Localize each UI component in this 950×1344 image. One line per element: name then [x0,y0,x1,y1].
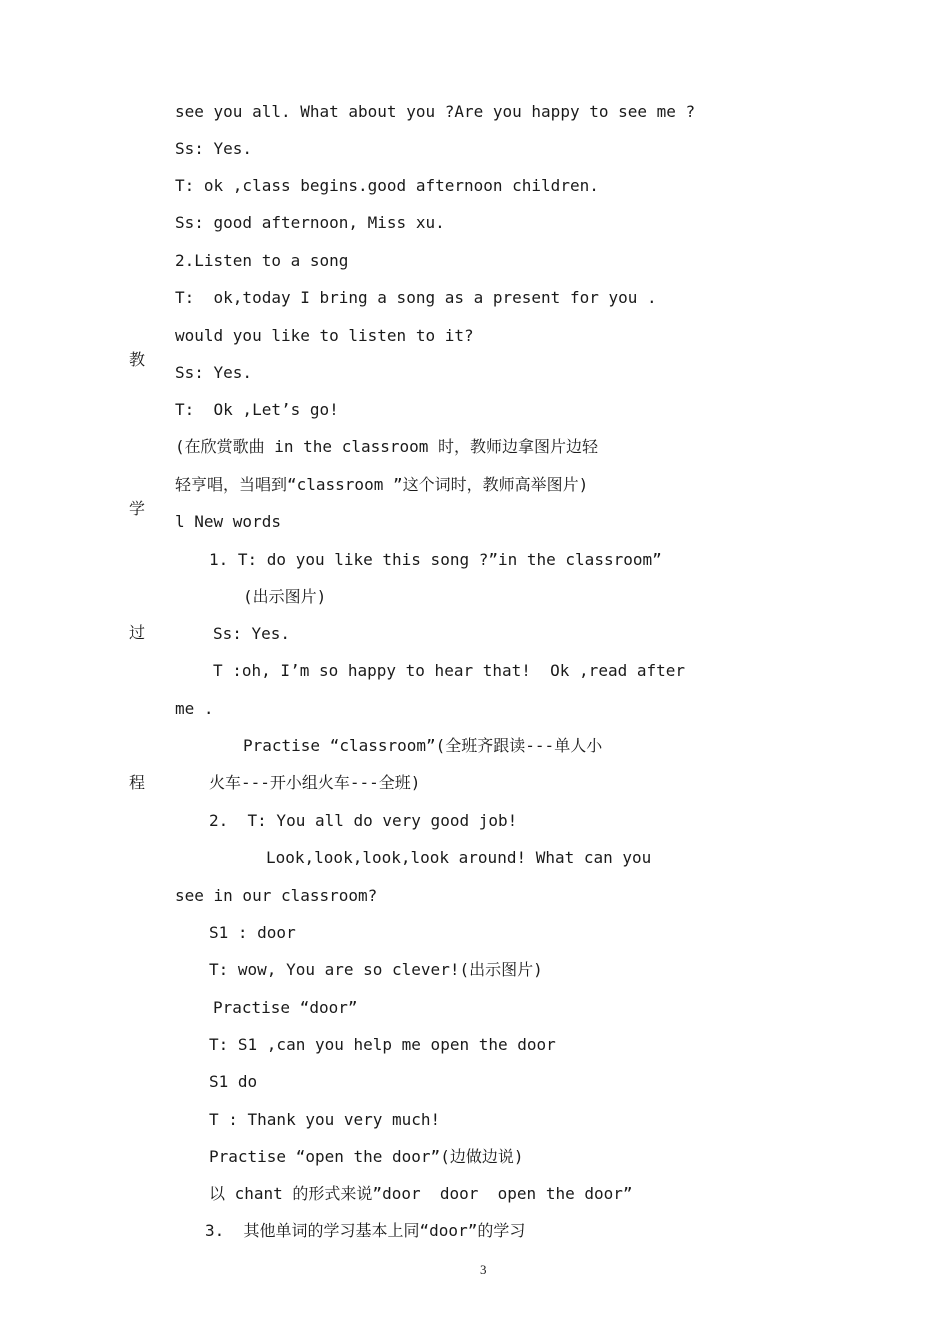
text-line: Ss: good afternoon, Miss xu. [175,213,445,232]
text-line: Look,look,look,look around! What can you [266,848,652,867]
text-line: 2.Listen to a song [175,251,349,270]
text-line: would you like to listen to it? [175,326,474,345]
text-line: (出示图片) [243,587,327,606]
text-line: 2. T: You all do very good job! [209,811,518,830]
text-line: Practise “classroom”(全班齐跟读---单人小 [243,736,603,755]
text-line: 火车---开小组火车---全班) [209,773,421,792]
text-line: l New words [175,512,281,531]
text-line: T: ok,today I bring a song as a present for you . [175,288,657,307]
text-line: Practise “open the door”(边做边说) [209,1147,524,1166]
page-number: 3 [480,1262,487,1277]
text-line: Ss: Yes. [175,363,253,382]
text-line: 轻亨唱，当唱到“classroom ”这个词时，教师高举图片) [175,475,589,494]
text-line: see you all. What about you ?Are you happy to see me ? [175,102,696,121]
text-line: T : Thank you very much! [209,1110,441,1129]
text-line: me . [175,699,214,718]
text-line: S1 : door [209,923,296,942]
text-line: T :oh, I’m so happy to hear that! Ok ,read after [213,661,686,680]
text-line: 3. 其他单词的学习基本上同“door”的学习 [205,1221,526,1240]
text-line: T: Ok ,Let’s go! [175,400,339,419]
side-label-char: 教 [129,350,146,369]
text-line: Ss: Yes. [175,139,253,158]
side-label-char: 学 [129,499,146,518]
text-line: 1. T: do you like this song ?”in the classroom” [209,550,662,569]
text-line: Ss: Yes. [213,624,291,643]
text-line: T: ok ,class begins.good afternoon children. [175,176,599,195]
text-line: T: S1 ,can you help me open the door [209,1035,556,1054]
text-line: 以 chant 的形式来说”door door open the door” [209,1184,633,1203]
text-line: T: wow, You are so clever!(出示图片) [209,960,543,979]
text-line: S1 do [209,1072,258,1091]
text-line: see in our classroom? [175,886,378,905]
text-line: Practise “door” [213,998,358,1017]
text-line: (在欣赏歌曲 in the classroom 时，教师边拿图片边轻 [175,437,599,456]
side-label-char: 过 [129,623,146,642]
side-label-char: 程 [129,773,146,792]
